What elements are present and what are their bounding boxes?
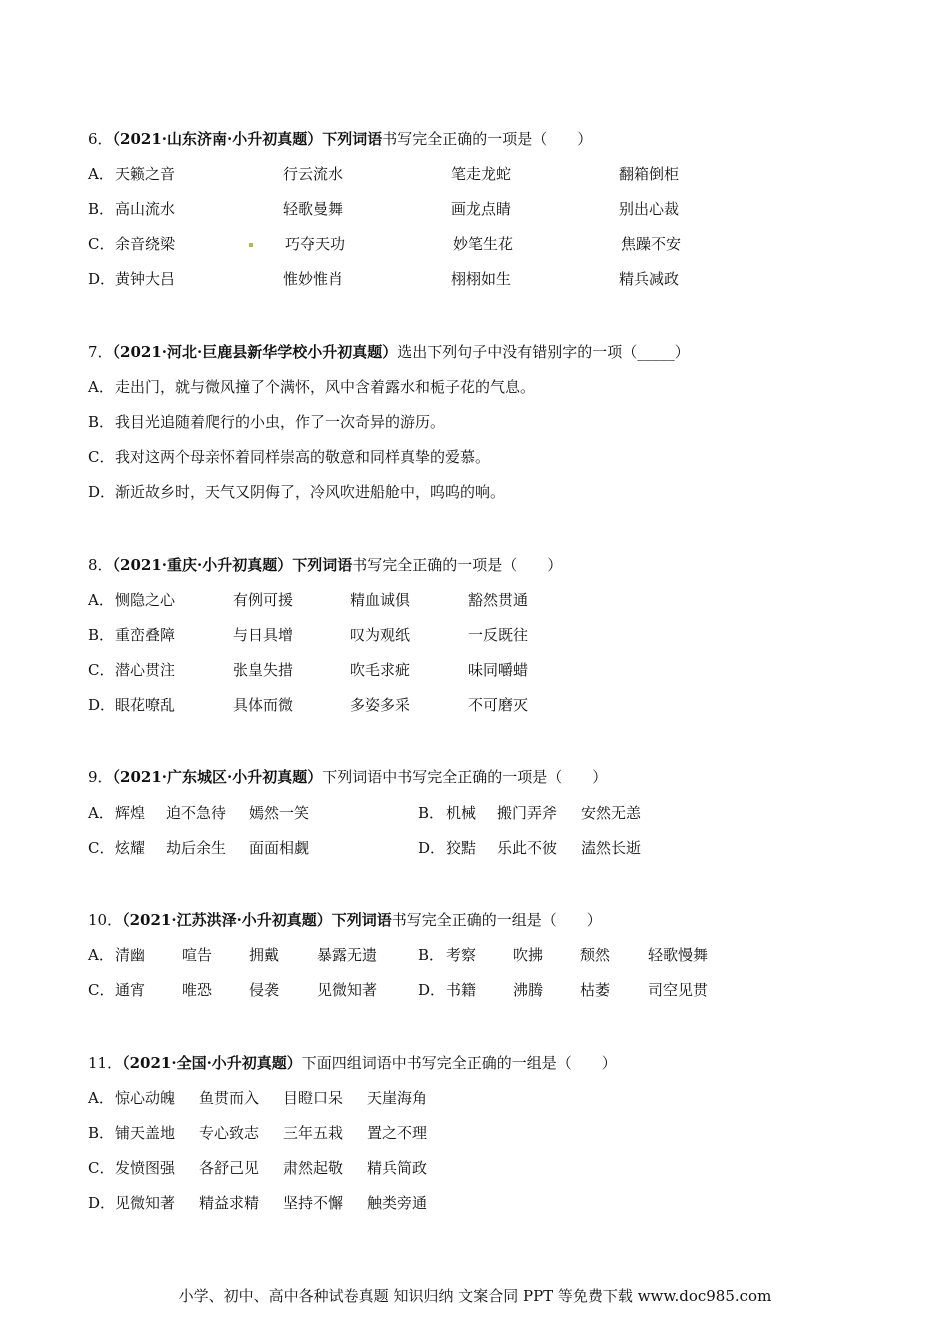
option-item: 叹为观纸 [350, 626, 411, 644]
question-number: 10． [88, 911, 123, 929]
option-letter: C． [88, 661, 115, 679]
option-item: 侵袭 [249, 981, 280, 999]
option-letter: A． [88, 946, 114, 964]
option-item: 精兵减政 [619, 270, 680, 288]
option-item: 焦躁不安 [621, 235, 682, 253]
option-item: 考察 [446, 946, 477, 964]
scan-dot [249, 243, 253, 247]
option-item: 嫣然一笑 [249, 804, 310, 822]
option-letter: D． [88, 1194, 116, 1212]
option-item: 轻歌慢舞 [648, 946, 709, 964]
question-source: （2021·河北·巨鹿县新华学校小升初真题） [112, 343, 398, 361]
option-item: 坚持不懈 [283, 1194, 344, 1212]
option-item: 通宵 [115, 981, 146, 999]
option-item: 翻箱倒柜 [619, 165, 680, 183]
option-item: 鱼贯而入 [199, 1089, 260, 1107]
option-item: 拥戴 [249, 946, 280, 964]
option-item: 妙笔生花 [453, 235, 514, 253]
question-8-stem [88, 554, 562, 575]
question-11-stem [88, 1052, 617, 1073]
option-letter: C． [88, 1159, 115, 1177]
question-text: 书写完全正确的一项是（ ） [352, 556, 563, 574]
option-item: 辉煌 [115, 804, 146, 822]
option-item: 精血诚俱 [350, 591, 411, 609]
option-item: 余音绕梁 [115, 235, 176, 253]
option-item: 搬门弄斧 [497, 804, 558, 822]
option-item: 黄钟大吕 [115, 270, 176, 288]
question-text: 下列词语中书写完全正确的一项是（ ） [322, 768, 608, 786]
question-source: （2021·广东城区·小升初真题） [112, 768, 323, 786]
option-item: 触类旁通 [367, 1194, 428, 1212]
question-source: （2021·重庆·小升初真题）下列词语 [112, 556, 353, 574]
question-10-stem [88, 909, 602, 930]
question-number: 6． [88, 130, 113, 148]
option-item: 重峦叠障 [115, 626, 176, 644]
option-item: 轻歌曼舞 [283, 200, 344, 218]
option-item: 不可磨灭 [468, 696, 529, 714]
option-item: 吹拂 [513, 946, 544, 964]
option-item: 天崖海角 [367, 1089, 428, 1107]
option-text: 渐近故乡时，天气又阴侮了，冷风吹进船舱中，呜呜的响。 [115, 483, 506, 501]
option-letter: C． [88, 448, 115, 466]
option-letter: A． [88, 591, 114, 609]
option-item: 高山流水 [115, 200, 176, 218]
option-item: 豁然贯通 [468, 591, 529, 609]
option-item: 司空见贯 [648, 981, 709, 999]
option-item: 行云流水 [283, 165, 344, 183]
question-source: （2021·江苏洪泽·小升初真题）下列词语 [122, 911, 392, 929]
question-number: 7． [88, 343, 113, 361]
option-item: 有例可援 [233, 591, 294, 609]
option-item: 喧告 [182, 946, 213, 964]
question-6-stem [88, 128, 592, 149]
question-number: 11． [88, 1054, 123, 1072]
option-letter: A． [88, 1089, 114, 1107]
option-item: 栩栩如生 [451, 270, 512, 288]
option-item: 目瞪口呆 [283, 1089, 344, 1107]
option-item: 乐此不彼 [497, 839, 558, 857]
option-letter: C． [88, 981, 115, 999]
option-letter: D． [418, 981, 446, 999]
question-source: （2021·全国·小升初真题） [122, 1054, 302, 1072]
option-item: 铺天盖地 [115, 1124, 176, 1142]
option-item: 溘然长逝 [581, 839, 642, 857]
option-letter: D． [88, 270, 116, 288]
option-item: 多姿多采 [350, 696, 411, 714]
option-item: 迫不急待 [166, 804, 227, 822]
option-item: 精益求精 [199, 1194, 260, 1212]
option-letter: B． [88, 1124, 115, 1142]
option-item: 沸腾 [513, 981, 544, 999]
option-item: 安然无恙 [581, 804, 642, 822]
question-7-stem [88, 341, 690, 362]
option-item: 吹毛求疵 [350, 661, 411, 679]
option-item: 惟妙惟肖 [283, 270, 344, 288]
option-text: 我对这两个母亲怀着同样崇高的敬意和同样真挚的爱慕。 [115, 448, 491, 466]
option-item: 一反既往 [468, 626, 529, 644]
option-item: 三年五栽 [283, 1124, 344, 1142]
option-item: 惊心动魄 [115, 1089, 176, 1107]
page-footer: 小学、初中、高中各种试卷真题 知识归纳 文案合同 PPT 等免费下载 www.doc985.com [178, 1287, 772, 1305]
question-text: 下面四组词语中书写完全正确的一组是（ ） [301, 1054, 617, 1072]
option-text: 我目光追随着爬行的小虫，作了一次奇异的游历。 [115, 413, 446, 431]
option-letter: D． [88, 483, 116, 501]
option-item: 眼花嘹乱 [115, 696, 176, 714]
option-item: 清幽 [115, 946, 146, 964]
option-letter: A． [88, 804, 114, 822]
option-letter: A． [88, 378, 114, 396]
option-item: 潜心贯注 [115, 661, 176, 679]
question-9-stem [88, 766, 607, 787]
option-item: 见微知著 [317, 981, 378, 999]
option-item: 枯萎 [580, 981, 611, 999]
option-letter: D． [418, 839, 446, 857]
option-item: 暴露无遗 [317, 946, 378, 964]
question-number: 9． [88, 768, 113, 786]
option-item: 机械 [446, 804, 477, 822]
option-item: 发愤图强 [115, 1159, 176, 1177]
question-text: 选出下列句子中没有错别字的一项（_____） [397, 343, 690, 361]
option-item: 炫耀 [115, 839, 146, 857]
option-letter: B． [88, 200, 115, 218]
option-item: 肃然起敬 [283, 1159, 344, 1177]
option-letter: B． [418, 804, 445, 822]
option-item: 笔走龙蛇 [451, 165, 512, 183]
option-item: 狡黠 [446, 839, 477, 857]
option-item: 颓然 [580, 946, 611, 964]
option-letter: B． [88, 626, 115, 644]
option-letter: C． [88, 839, 115, 857]
option-item: 味同嚼蜡 [468, 661, 529, 679]
option-text: 走出门，就与微风撞了个满怀，风中含着露水和栀子花的气息。 [115, 378, 536, 396]
question-text: 书写完全正确的一组是（ ） [391, 911, 602, 929]
option-item: 与日具增 [233, 626, 294, 644]
question-number: 8． [88, 556, 113, 574]
option-item: 精兵简政 [367, 1159, 428, 1177]
option-item: 具体而微 [233, 696, 294, 714]
question-text: 书写完全正确的一项是（ ） [382, 130, 593, 148]
option-item: 各舒己见 [199, 1159, 260, 1177]
option-item: 天籁之音 [115, 165, 176, 183]
option-letter: B． [88, 413, 115, 431]
option-item: 置之不理 [367, 1124, 428, 1142]
option-letter: D． [88, 696, 116, 714]
question-source: （2021·山东济南·小升初真题）下列词语 [112, 130, 383, 148]
option-item: 书籍 [446, 981, 477, 999]
option-letter: B． [418, 946, 445, 964]
option-item: 专心致志 [199, 1124, 260, 1142]
option-letter: C． [88, 235, 115, 253]
option-item: 恻隐之心 [115, 591, 176, 609]
option-item: 唯恐 [182, 981, 213, 999]
option-item: 张皇失措 [233, 661, 294, 679]
option-item: 画龙点睛 [451, 200, 512, 218]
option-item: 见微知著 [115, 1194, 176, 1212]
option-item: 劫后余生 [166, 839, 227, 857]
option-letter: A． [88, 165, 114, 183]
option-item: 面面相觑 [249, 839, 310, 857]
option-item: 巧夺天功 [285, 235, 346, 253]
option-item: 别出心裁 [619, 200, 680, 218]
